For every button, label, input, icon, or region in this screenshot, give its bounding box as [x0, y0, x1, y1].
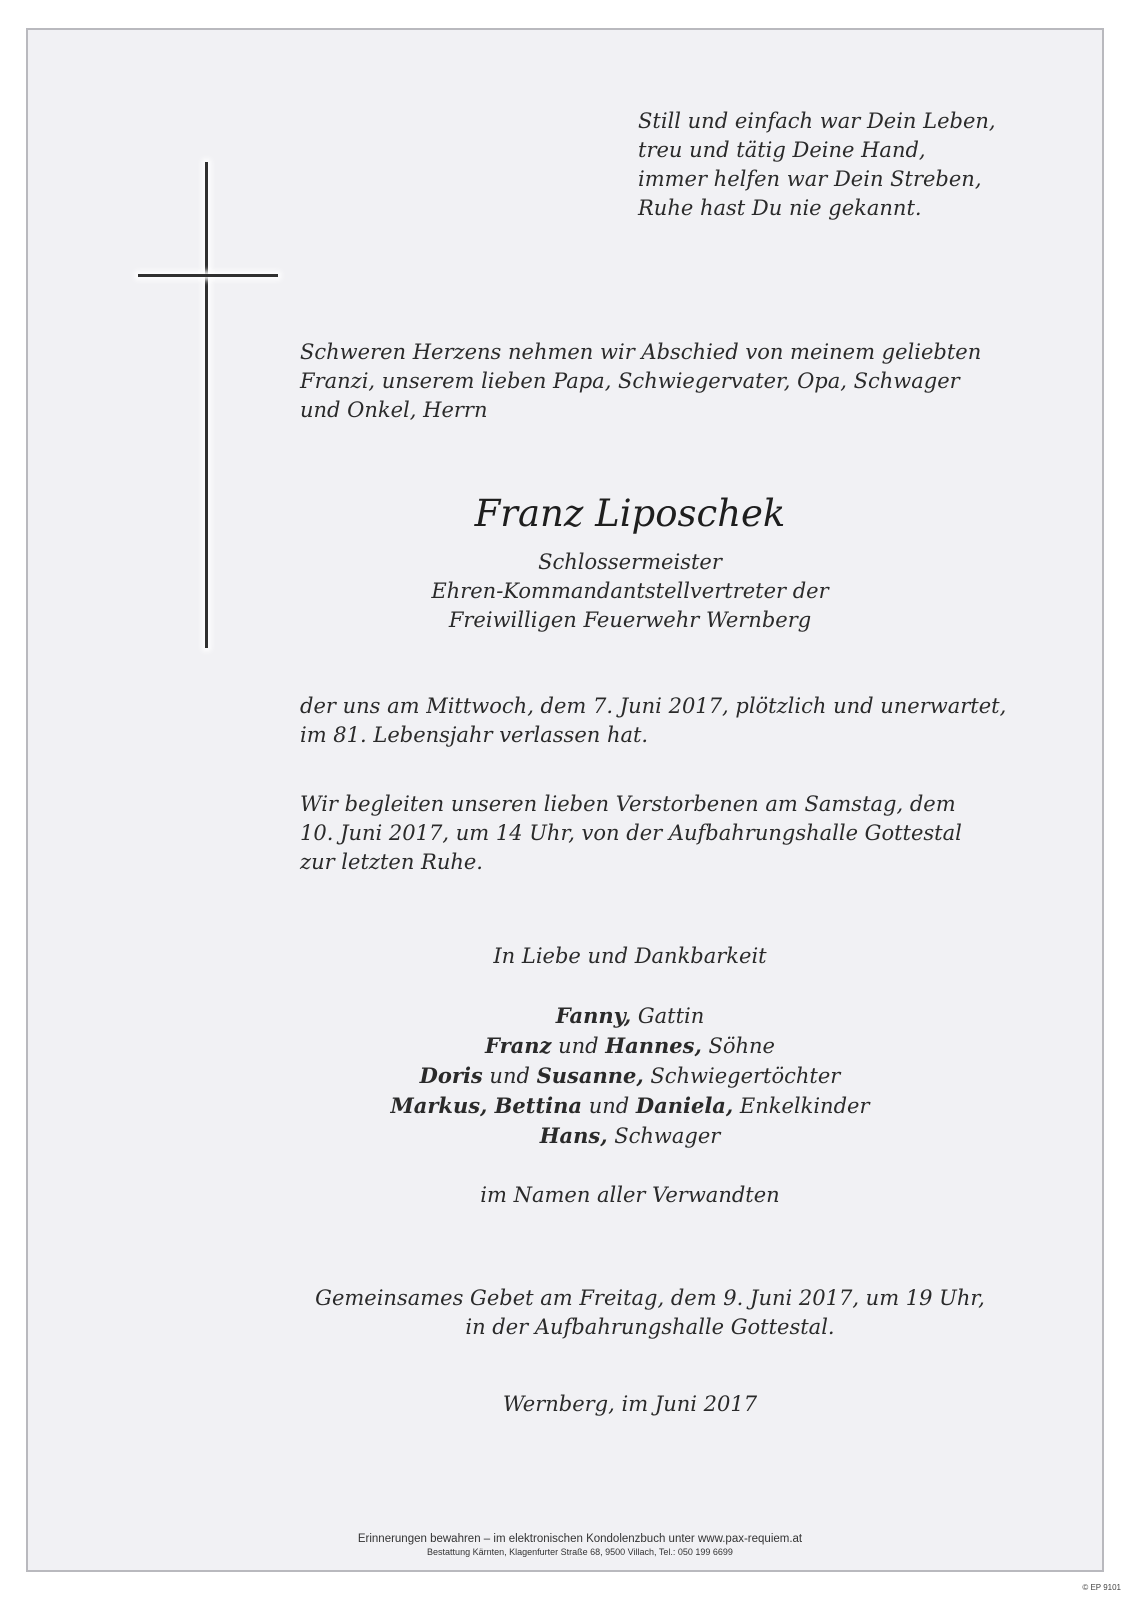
family-name: Doris	[419, 1063, 483, 1088]
family-relation: Söhne	[701, 1034, 775, 1058]
relatives-note: im Namen aller Verwandten	[480, 1183, 780, 1207]
family-line	[380, 1121, 880, 1151]
deceased-title: Ehren-Kommandantstellvertreter der	[431, 579, 829, 603]
family-line	[380, 1091, 880, 1121]
mourners-block	[380, 942, 880, 1210]
prayer-line: Gemeinsames Gebet am Freitag, dem 9. Juni 2017, um 19 Uhr,	[315, 1286, 985, 1310]
deceased-name: Franz Liposchek	[474, 492, 786, 535]
family-name: Bettina	[487, 1093, 583, 1118]
passing-line: im 81. Lebensjahr verlassen hat.	[300, 723, 649, 747]
farewell-line: zur letzten Ruhe.	[300, 850, 483, 874]
family-name: Susanne,	[536, 1063, 644, 1088]
family-relation: Enkelkinder	[733, 1094, 870, 1118]
deceased-title: Schlossermeister	[538, 550, 722, 574]
poem-line: Still und einfach war Dein Leben,	[638, 109, 996, 133]
footer	[300, 1532, 860, 1558]
prayer-notice	[270, 1284, 1030, 1342]
farewell-text	[300, 790, 1060, 877]
conjunction: und	[551, 1034, 606, 1058]
family-relation: Schwiegertöchter	[643, 1064, 841, 1088]
family-list	[380, 1001, 880, 1151]
family-name: Hans,	[539, 1123, 608, 1148]
family-name: Daniela,	[635, 1093, 734, 1118]
conjunction: und	[482, 1064, 537, 1088]
farewell-line: Wir begleiten unseren lieben Verstorbenen am Samstag, dem	[300, 792, 956, 816]
deceased-title: Freiwilligen Feuerwehr Wernberg	[448, 608, 812, 632]
closing-phrase: In Liebe und Dankbarkeit	[493, 944, 767, 968]
document-code: © EP 9101	[1082, 1583, 1121, 1592]
family-line	[380, 1031, 880, 1061]
family-name: Fanny,	[555, 1003, 632, 1028]
family-name: Franz	[485, 1033, 552, 1058]
farewell-line: 10. Juni 2017, um 14 Uhr, von der Aufbahrungshalle Gottestal	[300, 821, 962, 845]
poem-line: immer helfen war Dein Streben,	[638, 167, 982, 191]
poem-line: Ruhe hast Du nie gekannt.	[638, 196, 922, 220]
conjunction: und	[582, 1094, 636, 1118]
family-name: Markus,	[390, 1093, 488, 1118]
prayer-line: in der Aufbahrungshalle Gottestal.	[465, 1315, 835, 1339]
family-relation: Gattin	[631, 1004, 705, 1028]
intro-line: und Onkel, Herrn	[300, 398, 488, 422]
family-name: Hannes,	[605, 1033, 702, 1058]
family-relation: Schwager	[607, 1124, 721, 1148]
intro-line: Franzi, unserem lieben Papa, Schwiegervater, Opa, Schwager	[300, 369, 960, 393]
passing-text	[300, 692, 1080, 750]
family-line	[380, 1061, 880, 1091]
deceased-block	[350, 490, 910, 635]
cross-icon-horizontal	[138, 274, 278, 277]
intro-line: Schweren Herzens nehmen wir Abschied von meinem geliebten	[300, 340, 982, 364]
place-date: Wernberg, im Juni 2017	[502, 1392, 758, 1416]
footer-address-line: Bestattung Kärnten, Klagenfurter Straße 68, 9500 Villach, Tel.: 050 199 6699	[427, 1547, 733, 1557]
poem	[638, 107, 996, 223]
passing-line: der uns am Mittwoch, dem 7. Juni 2017, plötzlich und unerwartet,	[300, 694, 1007, 718]
cross-icon-vertical	[205, 162, 208, 648]
family-line	[380, 1001, 880, 1031]
intro-text	[300, 338, 1060, 425]
footer-condolence-line: Erinnerungen bewahren – im elektronischen Kondolenzbuch unter www.pax-requiem.at	[357, 1533, 803, 1545]
poem-line: treu und tätig Deine Hand,	[638, 138, 926, 162]
